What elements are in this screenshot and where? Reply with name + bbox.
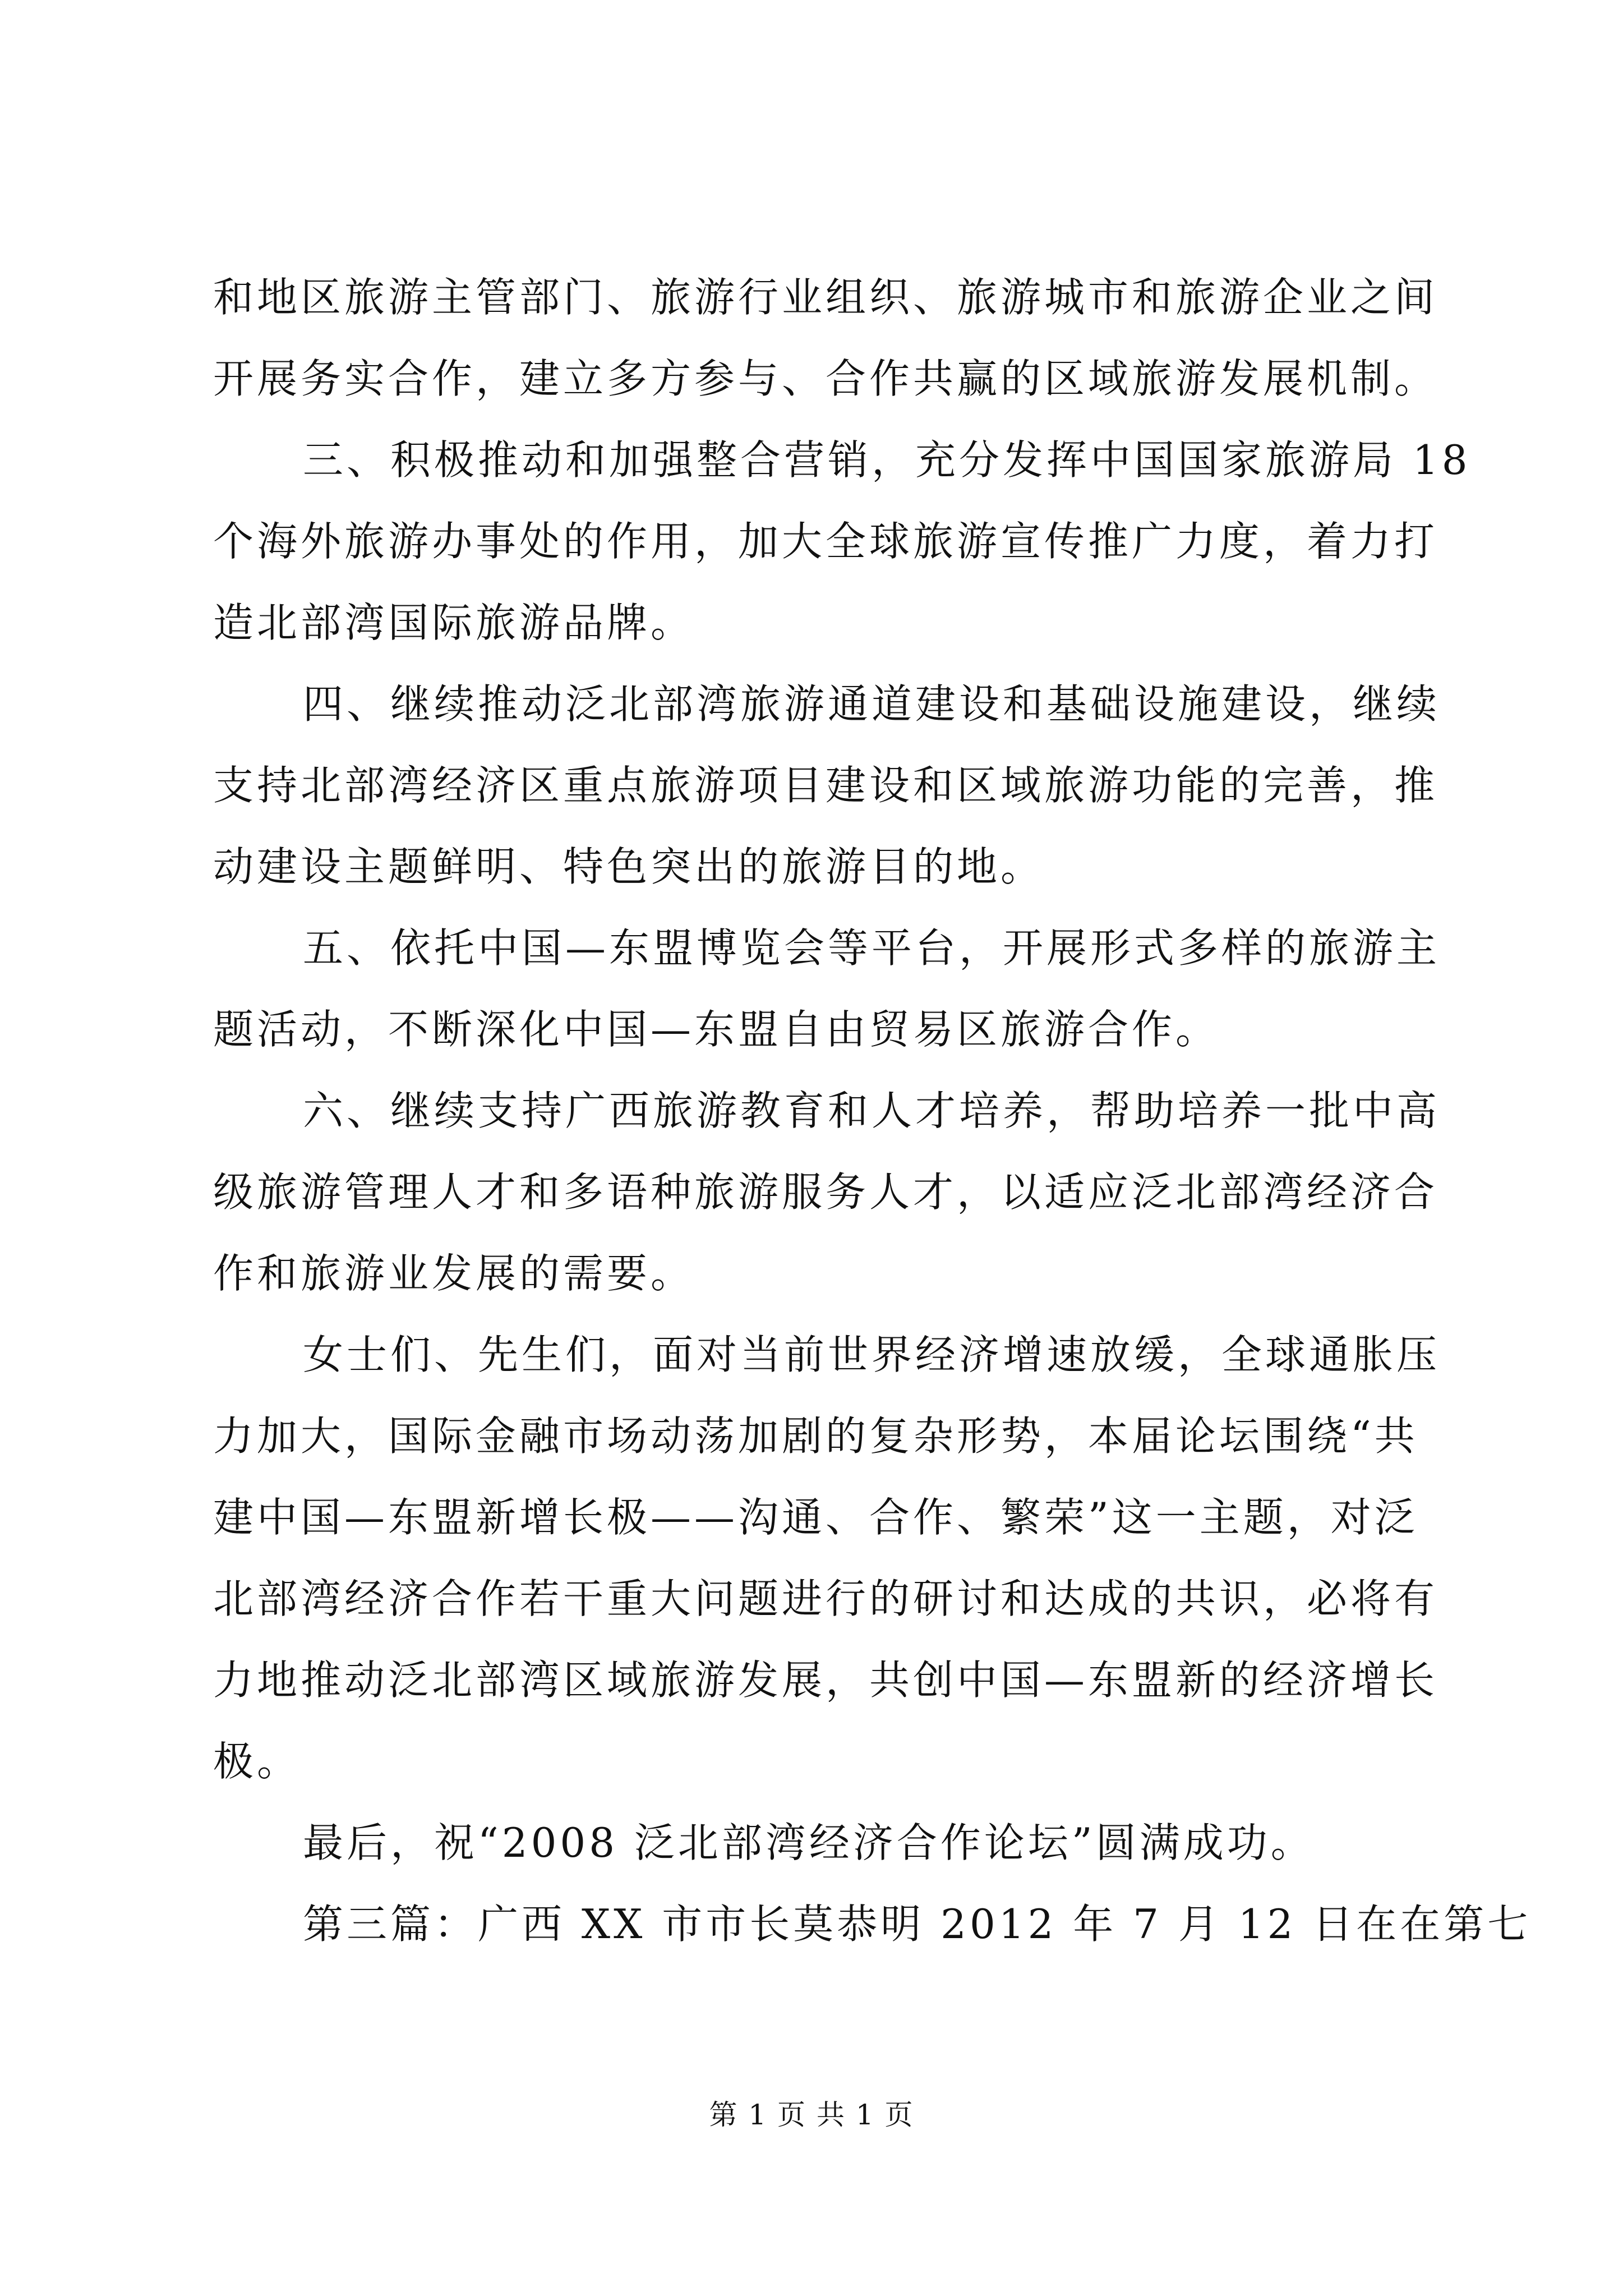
section-heading-line: 第三篇：广西 XX 市市长莫恭明 2012 年 7 月 12 日在在第七 — [303, 1901, 1532, 1948]
text-line: 开展务实合作，建立多方参与、合作共赢的区域旅游发展机制。 — [213, 355, 1438, 402]
text-line: 北部湾经济合作若干重大问题进行的研讨和达成的共识，必将有 — [213, 1575, 1438, 1622]
text-line: 造北部湾国际旅游品牌。 — [213, 599, 695, 646]
text-line: 个海外旅游办事处的作用，加大全球旅游宣传推广力度，着力打 — [213, 518, 1438, 565]
text-line: 题活动，不断深化中国—东盟自由贸易区旅游合作。 — [213, 1006, 1220, 1053]
text-line: 级旅游管理人才和多语种旅游服务人才，以适应泛北部湾经济合 — [213, 1168, 1438, 1216]
text-line: 和地区旅游主管部门、旅游行业组织、旅游城市和旅游企业之间 — [213, 274, 1438, 321]
text-line: 动建设主题鲜明、特色突出的旅游目的地。 — [213, 843, 1045, 890]
paragraph-first-line: 六、继续支持广西旅游教育和人才培养，帮助培养一批中高 — [303, 1087, 1441, 1134]
paragraph-first-line: 五、依托中国—东盟博览会等平台，开展形式多样的旅游主 — [303, 924, 1441, 972]
paragraph-first-line: 最后，祝“2008 泛北部湾经济合作论坛”圆满成功。 — [303, 1819, 1315, 1866]
text-line: 力地推动泛北部湾区域旅游发展，共创中国—东盟新的经济增长 — [213, 1657, 1438, 1704]
text-line: 力加大，国际金融市场动荡加剧的复杂形势，本届论坛围绕“共 — [213, 1412, 1418, 1460]
text-line: 建中国—东盟新增长极——沟通、合作、繁荣”这一主题，对泛 — [213, 1494, 1418, 1541]
text-line: 支持北部湾经济区重点旅游项目建设和区域旅游功能的完善，推 — [213, 762, 1438, 809]
paragraph-first-line: 四、继续推动泛北部湾旅游通道建设和基础设施建设，继续 — [303, 680, 1441, 728]
page-footer: 第 1 页 共 1 页 — [709, 2099, 914, 2131]
paragraph-first-line: 三、积极推动和加强整合营销，充分发挥中国国家旅游局 18 — [303, 436, 1471, 484]
paragraph-first-line: 女士们、先生们，面对当前世界经济增速放缓，全球通胀压 — [303, 1331, 1441, 1378]
text-line: 作和旅游业发展的需要。 — [213, 1250, 695, 1297]
text-line: 极。 — [213, 1738, 301, 1785]
